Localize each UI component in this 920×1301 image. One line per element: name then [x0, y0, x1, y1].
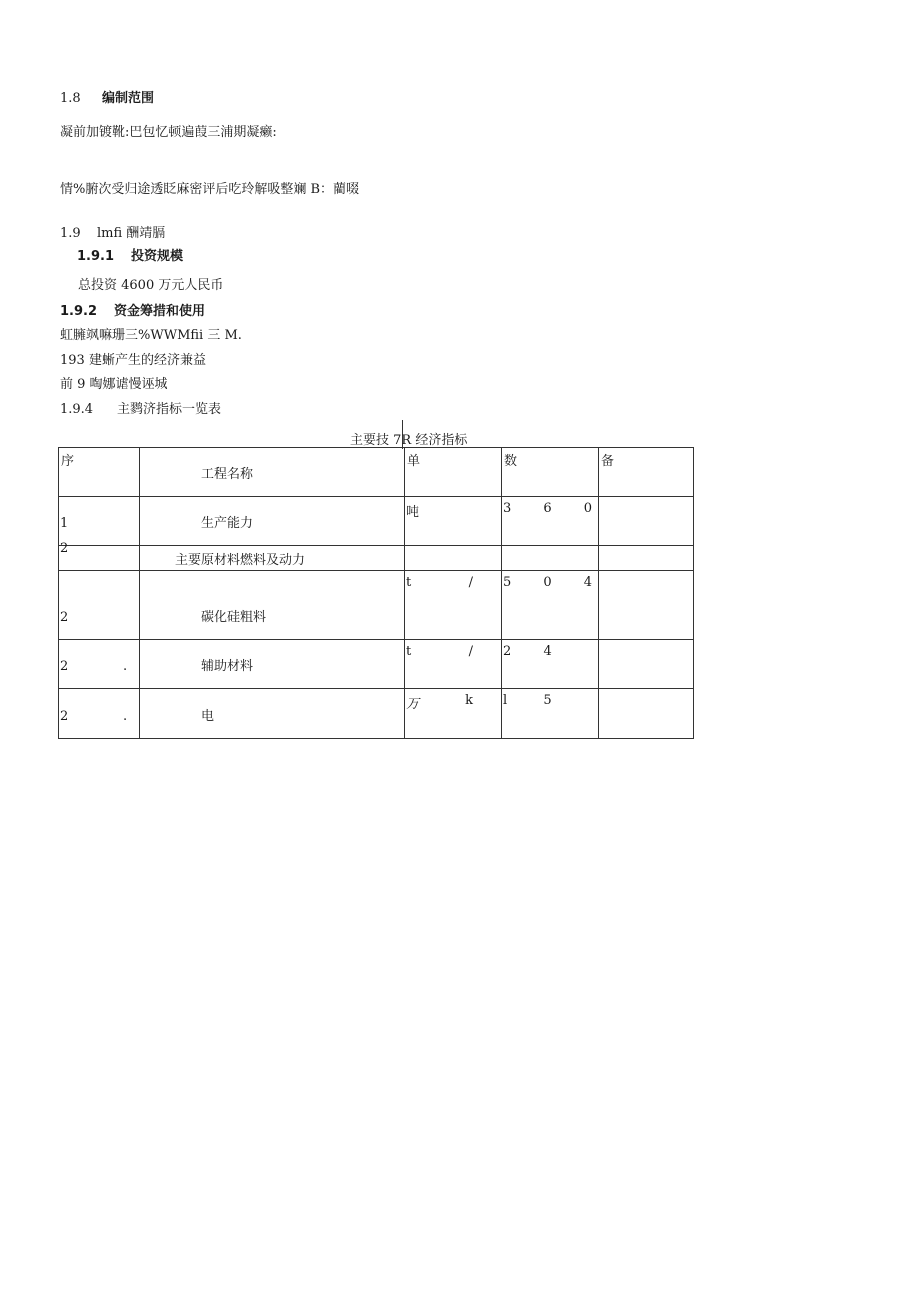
row-seq — [59, 640, 140, 689]
row-name-label: 主要原材料燃料及动力 — [175, 553, 306, 568]
header-note — [599, 448, 694, 497]
row-qty-digit: 0 — [583, 501, 592, 516]
paragraph-6: 前 9 啕娜谑慢诬城 — [60, 377, 168, 392]
row-unit-part: / — [468, 644, 473, 659]
row-seq-label: 1 — [60, 516, 69, 531]
row-qty-digit: 4 — [543, 644, 552, 659]
header-seq — [59, 448, 140, 497]
header-name — [140, 448, 405, 497]
row-seq-suffix: . — [123, 709, 128, 724]
row-name — [140, 689, 405, 739]
row-qty-digit: 4 — [583, 575, 592, 590]
header-note-label: 备 — [601, 454, 615, 469]
row-qty — [502, 546, 599, 571]
row-qty-digit: l — [503, 693, 508, 708]
row-unit-part: 吨 — [406, 505, 420, 520]
row-unit-part: t — [406, 575, 412, 590]
table-row — [59, 640, 694, 689]
section-1-9-2-number: 1.9.2 — [60, 304, 98, 319]
section-1-9-title: lmfi 酬靖膈 — [97, 226, 166, 241]
row-note — [599, 571, 694, 640]
paragraph-4: 虹臃飒嘛珊三%WWMfii 三 M. — [60, 328, 242, 343]
row-unit — [405, 571, 502, 640]
paragraph-2: 情%腑次受归途透眨麻密评后吃玲解吸整斓 B：藺啜 — [60, 182, 360, 197]
row-qty — [502, 689, 599, 739]
section-1-9-4-title: 主鹨济指标一览表 — [117, 402, 222, 417]
row-seq — [59, 497, 140, 546]
table-caption: 主要技 7R 经济指标 — [350, 433, 468, 448]
row-qty-digit: 0 — [543, 575, 552, 590]
row-unit — [405, 497, 502, 546]
row-name-label: 碳化硅粗料 — [201, 610, 267, 625]
section-1-9-1-title: 投资规模 — [131, 249, 184, 264]
row-name-label: 辅助材料 — [201, 659, 254, 674]
indicators-table — [58, 447, 694, 739]
row-name — [140, 546, 405, 571]
row-seq-suffix: . — [123, 659, 128, 674]
row-qty-digit: 2 — [503, 644, 512, 659]
table-header-row — [59, 448, 694, 497]
section-1-9-4-number: 1.9.4 — [60, 402, 94, 417]
row-qty — [502, 571, 599, 640]
row-seq-label: 2 — [60, 610, 69, 625]
row-name — [140, 640, 405, 689]
row-qty-digit: 5 — [543, 693, 552, 708]
table-row — [59, 546, 694, 571]
row-qty-digit: 3 — [503, 501, 512, 516]
section-1-9-number: 1.9 — [60, 226, 81, 241]
section-1-8-number: 1.8 — [60, 91, 81, 106]
row-unit-part: k — [465, 693, 473, 708]
row-note — [599, 497, 694, 546]
row-seq-label: 2 — [60, 541, 69, 556]
row-seq-label: 2 — [60, 709, 69, 724]
row-name-label: 电 — [201, 709, 215, 724]
row-qty-digit: 5 — [503, 575, 512, 590]
row-unit — [405, 689, 502, 739]
header-seq-label: 序 — [61, 454, 75, 469]
row-unit — [405, 640, 502, 689]
row-note — [599, 546, 694, 571]
paragraph-5: 193 建蜥产生的经济兼益 — [60, 353, 206, 368]
paragraph-investment: 总投资 4600 万元人民币 — [78, 278, 224, 293]
table-row — [59, 571, 694, 640]
row-qty — [502, 497, 599, 546]
row-unit-part: t — [406, 644, 412, 659]
section-1-9-1-number: 1.9.1 — [77, 249, 115, 264]
section-1-8-title: 编制范围 — [102, 91, 155, 106]
section-1-9-2-title: 资金筹措和使用 — [114, 304, 206, 319]
row-qty-digit — [584, 693, 592, 708]
row-qty — [502, 640, 599, 689]
row-unit-part: / — [468, 575, 473, 590]
header-unit — [405, 448, 502, 497]
row-qty-digit — [584, 644, 592, 659]
row-seq-label: 2 — [60, 659, 69, 674]
row-name — [140, 497, 405, 546]
header-qty-label: 数 — [504, 454, 518, 469]
row-note — [599, 640, 694, 689]
row-qty-digit: 6 — [543, 501, 552, 516]
table-row — [59, 689, 694, 739]
table-row — [59, 497, 694, 546]
header-qty — [502, 448, 599, 497]
row-note — [599, 689, 694, 739]
row-unit — [405, 546, 502, 571]
paragraph-1: 凝前加镀靴:巴包忆顿遍葭三浦期凝癞: — [60, 125, 277, 140]
row-seq — [59, 541, 140, 571]
row-name — [140, 571, 405, 640]
row-seq — [59, 689, 140, 739]
row-seq — [59, 571, 140, 640]
row-unit-part: 万 — [406, 697, 420, 712]
row-name-label: 生产能力 — [201, 516, 254, 531]
header-unit-label: 单 — [407, 454, 421, 469]
header-name-label: 工程名称 — [201, 467, 254, 482]
